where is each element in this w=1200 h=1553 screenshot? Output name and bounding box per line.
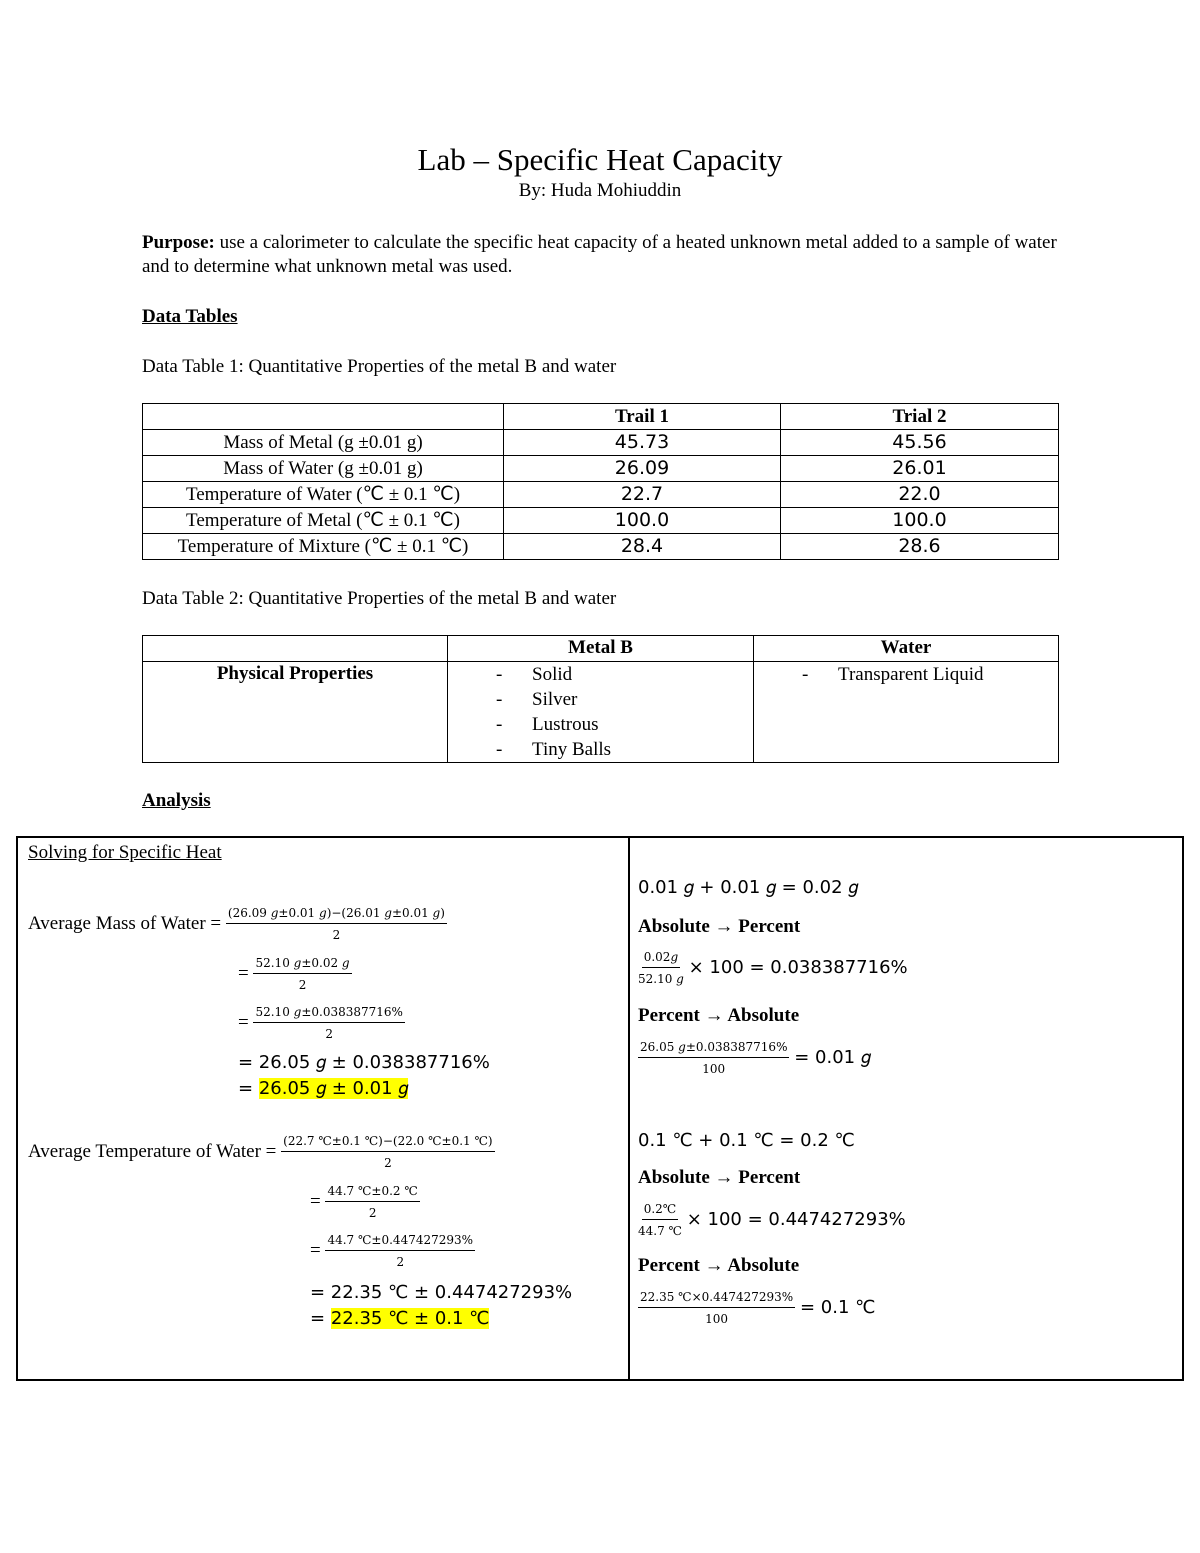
table-header-cell: Metal B [448, 636, 754, 662]
fraction-numerator: 52.10 𝑔±0.038387716% [253, 1005, 404, 1023]
fraction-denominator: 2 [298, 978, 307, 992]
fraction [638, 1290, 795, 1327]
property-text: Transparent Liquid [838, 664, 984, 685]
mass-equation-1 [28, 906, 447, 943]
analysis-box [16, 836, 1184, 1381]
data-table-2 [142, 635, 1059, 763]
equals-sign: = [310, 1190, 321, 1212]
temp-equation-2 [310, 1184, 420, 1221]
table-row [143, 482, 1059, 508]
dash-bullet: - [496, 664, 503, 685]
mass-equation-2 [238, 956, 352, 993]
calc-result: = 0.1 ℃ [799, 1296, 876, 1318]
analysis-heading: Analysis [142, 790, 211, 811]
fraction-denominator: 100 [705, 1312, 729, 1326]
table-cell: 100.0 [781, 508, 1059, 534]
water-properties-list [758, 662, 1054, 687]
property-text: Lustrous [532, 714, 599, 735]
purpose-text: use a calorimeter to calculate the specific heat capacity of a heated unknown metal added to a sample of water and to determine what unknown metal was used. [142, 232, 1057, 277]
table-cell: 22.7 [504, 482, 781, 508]
table-row [143, 456, 1059, 482]
page-title: Lab – Specific Heat Capacity [417, 142, 783, 177]
row-label: Mass of Metal (g ±0.01 g) [143, 430, 504, 456]
table2-caption: Data Table 2: Quantitative Properties of the metal B and water [142, 588, 617, 609]
fraction [253, 956, 351, 993]
table-cell: 45.56 [781, 430, 1059, 456]
metal-properties-cell [448, 662, 754, 763]
row-label: Temperature of Water (℃ ± 0.1 ℃) [143, 482, 504, 508]
fraction-numerator: 26.05 𝑔±0.038387716% [638, 1040, 789, 1058]
fraction-denominator: 2 [384, 1156, 392, 1170]
purpose-label: Purpose: [142, 232, 215, 253]
fraction [253, 1005, 404, 1042]
mass-result-percent: = 26.05 𝑔 ± 0.038387716% [238, 1052, 490, 1073]
abs-to-pct-label: Absolute → Percent [638, 916, 801, 937]
property-text: Silver [532, 689, 578, 710]
table-cell: 45.73 [504, 430, 781, 456]
temp-absolute-calc [638, 1290, 875, 1327]
equals-sign: = [238, 1078, 254, 1099]
fraction-numerator: (22.7 ℃±0.1 ℃)−(22.0 ℃±0.1 ℃) [281, 1134, 494, 1152]
table-cell: 100.0 [504, 508, 781, 534]
highlighted-result: 22.35 ℃ ± 0.1 ℃ [330, 1308, 490, 1329]
temp-percent-calc [638, 1202, 906, 1239]
water-properties-cell [754, 662, 1059, 763]
temp-equation-1 [28, 1134, 495, 1171]
dash-bullet: - [496, 739, 503, 760]
equals-sign: = [310, 1308, 326, 1329]
column-divider [628, 838, 630, 1379]
temp-result-absolute [310, 1308, 489, 1329]
table-header-row [143, 404, 1059, 430]
table-row [143, 508, 1059, 534]
fraction-numerator: 22.35 ℃×0.447427293% [638, 1290, 795, 1308]
highlighted-result: 26.05 𝑔 ± 0.01 𝑔 [258, 1078, 409, 1099]
equals-sign: = [238, 962, 249, 984]
fraction-denominator: 100 [702, 1062, 726, 1076]
list-item [758, 662, 1054, 687]
list-item [452, 712, 749, 737]
fraction [281, 1134, 494, 1171]
fraction-numerator: 44.7 ℃±0.447427293% [325, 1233, 475, 1251]
table-cell: 26.09 [504, 456, 781, 482]
fraction-numerator: 0.02𝑔 [642, 950, 680, 968]
table-cell: 26.01 [781, 456, 1059, 482]
mass-result-absolute [238, 1078, 408, 1099]
calc-result: × 100 = 0.038387716% [688, 956, 908, 978]
mass-absolute-calc [638, 1040, 871, 1077]
table-header-cell [143, 636, 448, 662]
dash-bullet: - [496, 689, 503, 710]
mass-uncertainty-sum: 0.01 𝑔 + 0.01 𝑔 = 0.02 𝑔 [638, 877, 859, 898]
fraction-denominator: 2 [332, 928, 341, 942]
fraction-numerator: (26.09 𝑔±0.01 𝑔)−(26.01 𝑔±0.01 𝑔) [226, 906, 447, 924]
equals-sign: = [238, 1011, 249, 1033]
calc-result: × 100 = 0.447427293% [686, 1208, 906, 1230]
temp-equation-3 [310, 1233, 475, 1270]
fraction-numerator: 44.7 ℃±0.2 ℃ [325, 1184, 419, 1202]
table-cell: 22.0 [781, 482, 1059, 508]
table-cell: 28.4 [504, 534, 781, 560]
fraction [638, 1040, 789, 1077]
list-item [452, 737, 749, 762]
metal-properties-list [452, 662, 749, 762]
table-header-cell: Water [754, 636, 1059, 662]
table-header-cell [143, 404, 504, 430]
mass-label: Average Mass of Water = [28, 912, 222, 934]
pct-to-abs-label: Percent → Absolute [638, 1255, 800, 1276]
property-text: Tiny Balls [532, 739, 612, 760]
fraction-denominator: 2 [396, 1255, 405, 1269]
table1-caption: Data Table 1: Quantitative Properties of the metal B and water [142, 356, 617, 377]
fraction-denominator: 52.10 𝑔 [638, 972, 684, 986]
fraction [638, 1202, 682, 1239]
list-item [452, 687, 749, 712]
fraction-denominator: 2 [325, 1027, 334, 1041]
fraction [325, 1233, 475, 1270]
dash-bullet: - [802, 664, 809, 685]
row-label: Temperature of Metal (℃ ± 0.1 ℃) [143, 508, 504, 534]
pct-to-abs-label: Percent → Absolute [638, 1005, 800, 1026]
author-line: By: Huda Mohiuddin [518, 180, 682, 201]
fraction-denominator: 2 [368, 1206, 377, 1220]
table-header-cell: Trail 1 [504, 404, 781, 430]
abs-to-pct-label: Absolute → Percent [638, 1167, 801, 1188]
row-label: Physical Properties [143, 662, 448, 763]
row-label: Temperature of Mixture (℃ ± 0.1 ℃) [143, 534, 504, 560]
data-table-1 [142, 403, 1059, 560]
fraction-numerator: 0.2℃ [642, 1202, 679, 1220]
temp-uncertainty-sum: 0.1 ℃ + 0.1 ℃ = 0.2 ℃ [638, 1130, 855, 1151]
fraction [325, 1184, 419, 1221]
analysis-subheading: Solving for Specific Heat [28, 842, 222, 863]
table-header-row [143, 636, 1059, 662]
temp-label: Average Temperature of Water = [28, 1140, 277, 1162]
fraction [638, 950, 684, 987]
temp-result-percent: = 22.35 ℃ ± 0.447427293% [310, 1282, 573, 1303]
table-row [143, 430, 1059, 456]
table-header-cell: Trial 2 [781, 404, 1059, 430]
data-tables-heading: Data Tables [142, 306, 238, 327]
fraction [226, 906, 447, 943]
list-item [452, 662, 749, 687]
table-row [143, 662, 1059, 763]
fraction-denominator: 44.7 ℃ [638, 1224, 682, 1238]
equals-sign: = [310, 1239, 321, 1261]
table-cell: 28.6 [781, 534, 1059, 560]
property-text: Solid [532, 664, 573, 685]
fraction-numerator: 52.10 𝑔±0.02 𝑔 [253, 956, 351, 974]
table-row [143, 534, 1059, 560]
mass-percent-calc [638, 950, 908, 987]
calc-result: = 0.01 𝑔 [794, 1046, 871, 1068]
purpose-paragraph [142, 231, 1062, 279]
row-label: Mass of Water (g ±0.01 g) [143, 456, 504, 482]
dash-bullet: - [496, 714, 503, 735]
mass-equation-3 [238, 1005, 405, 1042]
